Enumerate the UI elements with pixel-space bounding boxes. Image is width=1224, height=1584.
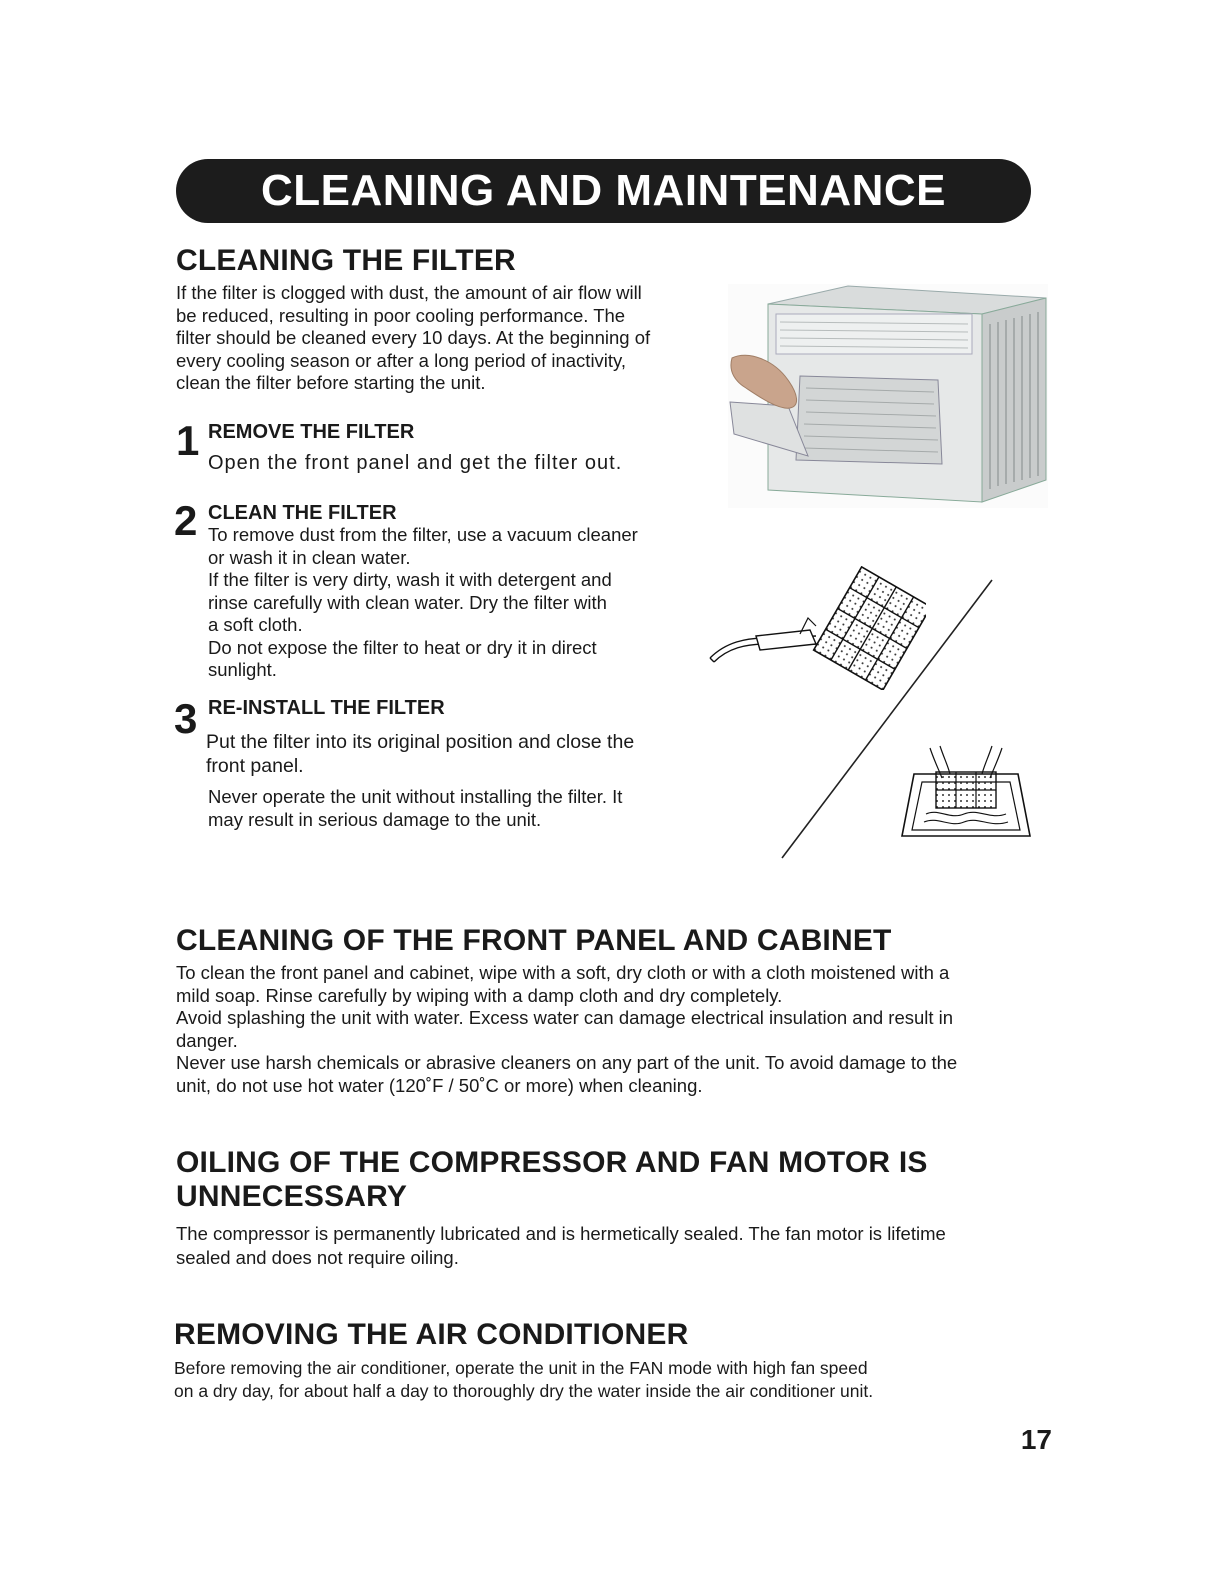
step-1-title: REMOVE THE FILTER: [208, 421, 415, 443]
removing-heading: REMOVING THE AIR CONDITIONER: [174, 1318, 689, 1351]
step-3-note: [208, 786, 622, 831]
step-2-text: [208, 524, 668, 682]
cabinet-line: danger.: [176, 1029, 238, 1051]
filter-intro-line: be reduced, resulting in poor cooling performance. The: [176, 304, 626, 326]
step-3-text: [206, 730, 634, 778]
step-3-note-line: Never operate the unit without installing the filter. It: [208, 786, 623, 807]
step-2-line: sunlight.: [208, 659, 277, 680]
step-2-line: To remove dust from the filter, use a vacuum cleaner: [208, 524, 638, 545]
step-3-title: RE-INSTALL THE FILTER: [208, 697, 445, 719]
step-1-text: [208, 452, 622, 475]
oiling-heading-line: UNNECESSARY: [176, 1180, 408, 1213]
step-2-line: or wash it in clean water.: [208, 546, 411, 568]
washing-drawing: [898, 744, 1034, 842]
step-3-number: 3: [174, 695, 198, 742]
step-2-title: CLEAN THE FILTER: [208, 502, 397, 524]
filter-intro: [176, 282, 696, 395]
page-title: CLEANING AND MAINTENANCE: [260, 166, 947, 215]
oiling-line: sealed and does not require oiling.: [176, 1247, 459, 1268]
vacuum-drawing: [706, 566, 926, 690]
cabinet-line: Never use harsh chemicals or abrasive cleaners on any part of the unit. To avoid damage to the: [176, 1052, 958, 1073]
step-2-line: Do not expose the filter to heat or dry it in direct: [208, 636, 597, 658]
cabinet-heading: CLEANING OF THE FRONT PANEL AND CABINET: [176, 924, 892, 957]
step-1-line: Open the front panel and get the filter out.: [208, 452, 623, 474]
cabinet-line: To clean the front panel and cabinet, wipe with a soft, dry cloth or with a cloth moistened with a: [176, 962, 950, 983]
cabinet-text: [176, 962, 1036, 1097]
step-3-line: Put the filter into its original position and close the: [206, 731, 635, 753]
cabinet-line: unit, do not use hot water (120˚F / 50˚C or more) when cleaning.: [176, 1074, 703, 1096]
oiling-heading: [176, 1146, 928, 1214]
oiling-line: The compressor is permanently lubricated and is hermetically sealed. The fan motor is lifetime: [176, 1223, 946, 1244]
oiling-heading-line: OILING OF THE COMPRESSOR AND FAN MOTOR IS: [176, 1146, 928, 1179]
filter-intro-line: every cooling season or after a long period of inactivity,: [176, 349, 627, 371]
step-3-line: front panel.: [206, 755, 304, 777]
step-2-number: 2: [174, 497, 198, 544]
filter-heading: CLEANING THE FILTER: [176, 244, 516, 277]
step-3-note-line: may result in serious damage to the unit.: [208, 808, 542, 830]
cabinet-line: Avoid splashing the unit with water. Excess water can damage electrical insulation and result in: [176, 1007, 954, 1028]
removing-line: Before removing the air conditioner, operate the unit in the FAN mode with high fan speed: [174, 1358, 868, 1378]
filter-intro-line: If the filter is clogged with dust, the amount of air flow will: [176, 282, 642, 303]
step-2-line: a soft cloth.: [208, 614, 303, 635]
title-banner: [176, 159, 1031, 223]
removing-text: [174, 1357, 1034, 1402]
step-2-line: rinse carefully with clean water. Dry the filter with: [208, 591, 607, 613]
page-number: 17: [1020, 1424, 1052, 1455]
removing-line: on a dry day, for about half a day to thoroughly dry the water inside the air conditioner unit.: [174, 1380, 874, 1401]
cabinet-line: mild soap. Rinse carefully by wiping with a damp cloth and dry completely.: [176, 984, 783, 1006]
step-2-line: If the filter is very dirty, wash it with detergent and: [208, 569, 612, 590]
step-1-number: 1: [176, 417, 200, 464]
filter-intro-line: clean the filter before starting the unit.: [176, 372, 486, 393]
air-conditioner-photo: [728, 284, 1048, 508]
oiling-text: [176, 1222, 1036, 1270]
filter-intro-line: filter should be cleaned every 10 days. At the beginning of: [176, 327, 651, 348]
